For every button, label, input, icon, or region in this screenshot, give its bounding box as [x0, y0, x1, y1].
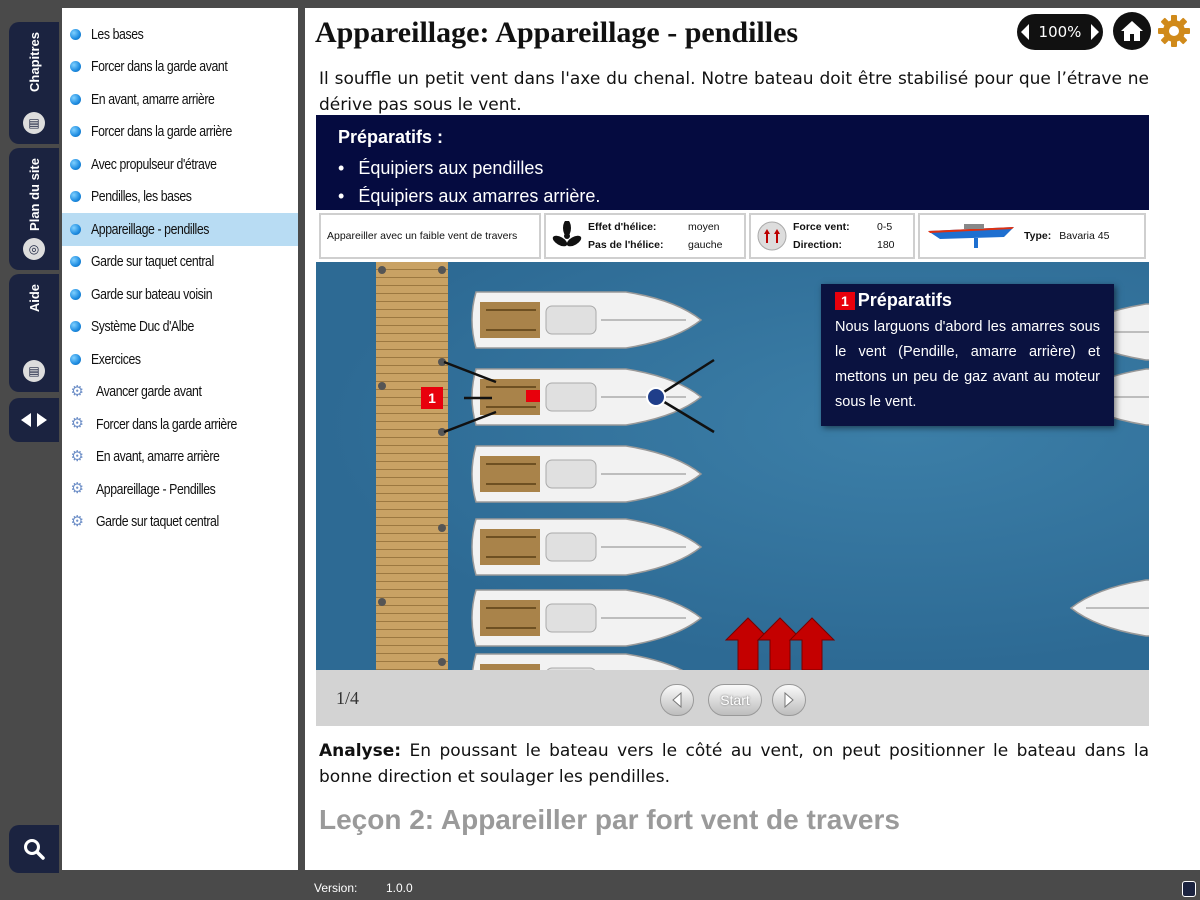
settings-button[interactable] [1155, 12, 1193, 50]
zoom-level: 100% [1038, 23, 1082, 41]
step-text: Nous larguons d'abord les amarres sous le vent (Pendille, amarre arrière) et mettons un peu de gaz avant au moteur sous le vent. [835, 319, 1100, 410]
nav-item-label: Pendilles, les bases [91, 188, 192, 206]
propeller-icon [552, 221, 582, 251]
nav-item-label: Forcer dans la garde avant [91, 58, 228, 76]
nav-item-label: Avec propulseur d'étrave [91, 155, 217, 173]
home-button[interactable] [1113, 12, 1151, 50]
nav-item[interactable] [62, 311, 298, 344]
nav-item[interactable] [62, 51, 298, 84]
wind-force-label: Force vent: [793, 221, 850, 233]
zoom-out-icon[interactable] [1021, 24, 1029, 40]
gear-icon: ⚙ [70, 415, 84, 433]
search-button[interactable] [9, 825, 59, 873]
nav-item[interactable] [62, 213, 298, 246]
nav-item-label: Forcer dans la garde arrière [91, 123, 232, 141]
book-icon: ▤ [23, 112, 45, 134]
gear-icon: ⚙ [70, 512, 84, 530]
gear-icon [1157, 14, 1191, 48]
scenario-cell [319, 213, 541, 259]
preparation-item: • Équipiers aux amarres arrière. [338, 182, 1127, 210]
bullet-icon [70, 191, 81, 202]
version-label: Version: [314, 881, 358, 895]
analysis-body: En poussant le bateau vers le côté au vent, on peut positionner le bateau dans la bonne direction et soulager les pendilles. [319, 741, 1150, 787]
gear-icon: ⚙ [70, 382, 84, 400]
nav-item-label: Forcer dans la garde arrière [96, 415, 237, 433]
nav-item[interactable] [62, 148, 298, 181]
wind-force-value: 0-5 [877, 221, 893, 233]
boat-silhouette-icon [926, 221, 1016, 251]
page-title: Appareillage: Appareillage - pendilles [315, 16, 799, 49]
home-icon [1119, 19, 1145, 43]
propeller-pitch-label: Pas de l'hélice: [588, 239, 664, 251]
nav-item-label: Système Duc d'Albe [91, 318, 194, 336]
previous-step-button[interactable] [660, 684, 694, 716]
nav-item[interactable] [62, 343, 298, 376]
status-bar [0, 878, 1200, 900]
nav-item[interactable] [62, 246, 298, 279]
gear-icon: ⚙ [70, 447, 84, 465]
search-icon [23, 838, 45, 860]
nav-item[interactable] [62, 441, 298, 474]
chevron-left-icon [670, 692, 684, 708]
intro-text: Il souffle un petit vent dans l'axe du chenal. Notre bateau doit être stabilisé pour que l’étrave ne dérive pas sous le vent. [319, 69, 1149, 115]
step-marker: 1 [421, 387, 443, 409]
nav-item[interactable] [62, 181, 298, 214]
main-content [305, 8, 1200, 870]
gear-icon: ⚙ [70, 480, 84, 498]
tab-help-label: Aide [26, 284, 42, 313]
nav-item-label: Garde sur taquet central [96, 513, 219, 531]
wind-direction-icon [757, 221, 787, 251]
bullet-icon [70, 29, 81, 40]
bullet-icon [70, 159, 81, 170]
nav-item-label: En avant, amarre arrière [96, 448, 220, 466]
zoom-in-icon[interactable] [1091, 24, 1099, 40]
chevron-right-icon [782, 692, 796, 708]
nav-item-label: Garde sur bateau voisin [91, 285, 213, 303]
analysis-text [319, 738, 1149, 790]
nav-item[interactable] [62, 506, 298, 539]
nav-item-label: Avancer garde avant [96, 383, 202, 401]
nav-item[interactable] [62, 83, 298, 116]
propeller-cell [544, 213, 746, 259]
analysis-label: Analyse: [319, 741, 402, 761]
tab-sitemap[interactable] [9, 148, 59, 270]
nav-item[interactable] [62, 278, 298, 311]
start-button[interactable]: Start [708, 684, 762, 716]
zoom-control[interactable] [1017, 14, 1103, 50]
lock-icon[interactable] [1182, 881, 1196, 897]
bullet-icon [70, 354, 81, 365]
step-number-badge: 1 [835, 292, 855, 310]
left-right-arrows-icon [21, 413, 47, 427]
nav-item[interactable] [62, 408, 298, 441]
bullet-icon [70, 61, 81, 72]
wind-cell [749, 213, 915, 259]
tab-chapters[interactable] [9, 22, 59, 144]
chapter-nav [62, 8, 298, 870]
propeller-effect-value: moyen [688, 221, 720, 233]
boat-type-value: Bavaria 45 [1059, 230, 1110, 242]
tab-chapters-label: Chapitres [26, 32, 42, 92]
nav-item[interactable] [62, 473, 298, 506]
preparation-title: Préparatifs : [338, 127, 444, 147]
bullet-icon [70, 224, 81, 235]
nav-item-label: Exercices [91, 350, 141, 368]
version-value: 1.0.0 [386, 881, 413, 895]
preparation-item: • Équipiers aux pendilles [338, 154, 1127, 182]
bullet-icon [70, 126, 81, 137]
bullet-icon [70, 94, 81, 105]
bullet-icon [70, 289, 81, 300]
nav-item-label: Appareillage - pendilles [91, 220, 210, 238]
scenario-info-bar [316, 210, 1149, 262]
boat-type-cell [918, 213, 1146, 259]
nav-item-label: Appareillage - Pendilles [96, 480, 216, 498]
wind-direction-label: Direction: [793, 239, 843, 251]
nav-item-label: Garde sur taquet central [91, 253, 214, 271]
maneuver-simulation[interactable] [316, 262, 1149, 670]
nav-item-label: Les bases [91, 25, 144, 43]
tab-help[interactable] [9, 274, 59, 392]
simulation-controls [316, 670, 1149, 726]
nav-item[interactable] [62, 18, 298, 51]
wind-direction-value: 180 [877, 239, 895, 251]
bullet-icon [70, 321, 81, 332]
bullet-icon [70, 256, 81, 267]
preparation-box [316, 115, 1149, 210]
tab-sitemap-label: Plan du site [26, 158, 42, 231]
next-step-button[interactable] [772, 684, 806, 716]
toggle-sidebar-button[interactable] [9, 398, 59, 442]
help-book-icon: ▤ [23, 360, 45, 382]
nav-item[interactable] [62, 116, 298, 149]
propeller-effect-label: Effet d'hélice: [588, 221, 657, 233]
scenario-text: Appareiller avec un faible vent de travers [327, 230, 518, 242]
propeller-pitch-value: gauche [688, 239, 723, 251]
step-counter: 1/4 [336, 688, 360, 708]
left-sidebar-tabs [0, 0, 62, 878]
boat-type-label: Type: [1024, 230, 1052, 242]
next-lesson-heading: Leçon 2: Appareiller par fort vent de travers [319, 804, 900, 835]
step-title: Préparatifs [857, 290, 952, 310]
globe-icon: ◎ [23, 238, 45, 260]
nav-item[interactable] [62, 376, 298, 409]
nav-item-label: En avant, amarre arrière [91, 90, 215, 108]
step-info-box [821, 284, 1114, 426]
